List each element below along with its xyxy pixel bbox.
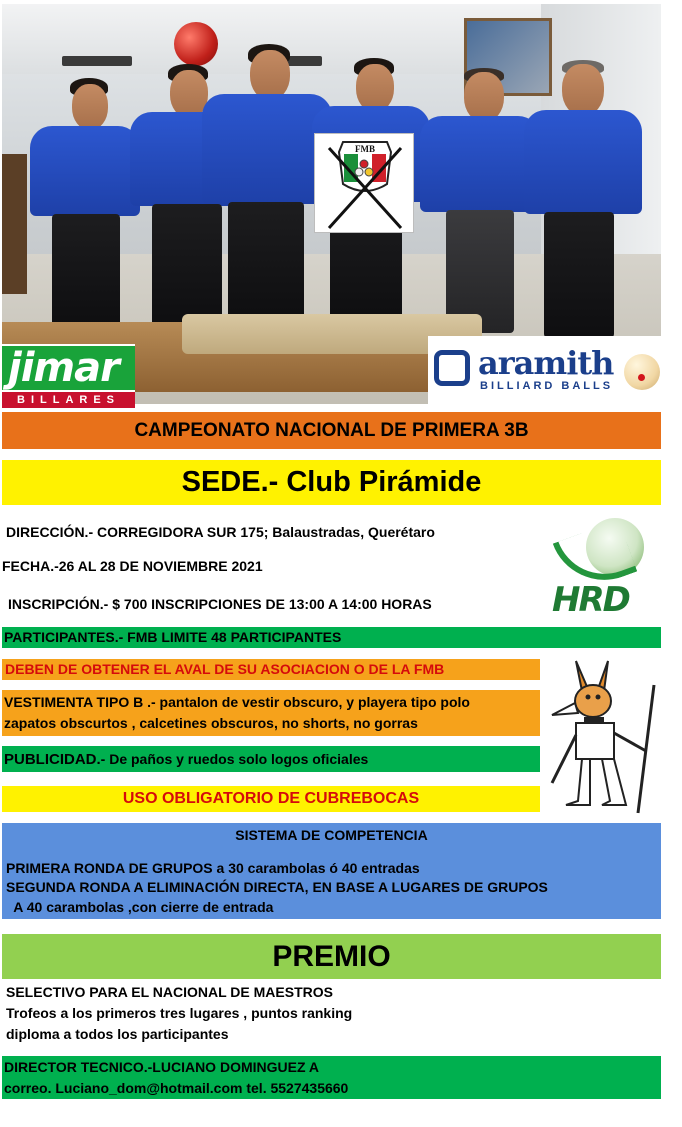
dress-code-line: VESTIMENTA TIPO B .- pantalon de vestir obscuro, y playera tipo polo: [4, 694, 470, 710]
jimar-logo: [2, 344, 135, 410]
advertising-label: PUBLICIDAD.: [4, 751, 101, 768]
hrd-logo: [552, 510, 662, 620]
dress-code-line: zapatos obscurtos , calcetines obscuros, no shorts, no gorras: [4, 715, 418, 731]
fox-mascot-illustration: [546, 655, 662, 815]
competition-line: PRIMERA RONDA DE GRUPOS a 30 carambolas ó 40 entradas: [6, 860, 420, 876]
prize-line: SELECTIVO PARA EL NACIONAL DE MAESTROS: [6, 984, 333, 1000]
aramith-logo: [428, 336, 665, 404]
tournament-title: CAMPEONATO NACIONAL DE PRIMERA 3B: [2, 412, 661, 449]
player: [30, 76, 140, 326]
address-text: DIRECCIÓN.- CORREGIDORA SUR 175; Balaustradas, Querétaro: [6, 524, 435, 540]
billiard-table-edge: [2, 154, 27, 294]
aramith-mark-icon: [434, 350, 470, 386]
jimar-logo-name: jimar: [2, 346, 135, 390]
prize-line: Trofeos a los primeros tres lugares , puntos ranking: [6, 1005, 353, 1021]
player: [524, 60, 644, 338]
director-contact: correo. Luciano_dom@hotmail.com tel. 5527435660: [4, 1080, 349, 1096]
participants-bar: PARTICIPANTES.- FMB LIMITE 48 PARTICIPANTES: [2, 627, 661, 648]
venue-title: SEDE.- Club Pirámide: [2, 460, 661, 505]
competition-system-block: [2, 823, 661, 919]
advertising-text: - De paños y ruedos solo logos oficiales: [100, 751, 369, 767]
aramith-logo-tag: BILLIARD BALLS: [480, 380, 614, 392]
prize-title: PREMIO: [2, 934, 661, 979]
player: [420, 68, 540, 333]
date-text: FECHA.-26 AL 28 DE NOVIEMBRE 2021: [2, 558, 263, 574]
prize-line: diploma a todos los participantes: [6, 1026, 229, 1042]
ceiling-lamp: [62, 56, 132, 66]
fmb-logo: [314, 133, 414, 233]
mask-notice: USO OBLIGATORIO DE CUBREBOCAS: [2, 786, 540, 812]
hrd-logo-name: HRD: [552, 580, 629, 620]
fmb-logo-text: FMB: [355, 144, 375, 154]
director-name: DIRECTOR TECNICO.-LUCIANO DOMINGUEZ A: [4, 1059, 319, 1075]
advertising-bar: [2, 746, 540, 772]
technical-director-block: [2, 1056, 661, 1099]
jimar-logo-tag: BILLARES: [2, 392, 135, 408]
competition-line: SEGUNDA RONDA A ELIMINACIÓN DIRECTA, EN BASE A LUGARES DE GRUPOS: [6, 879, 548, 895]
competition-line: A 40 carambolas ,con cierre de entrada: [6, 899, 274, 915]
endorsement-notice: DEBEN DE OBTENER EL AVAL DE SU ASOCIACION O DE LA FMB: [2, 659, 540, 680]
billiard-ball-icon: [624, 354, 660, 390]
registration-text: INSCRIPCIÓN.- $ 700 INSCRIPCIONES DE 13:00 A 14:00 HORAS: [8, 596, 432, 612]
competition-title: SISTEMA DE COMPETENCIA: [235, 827, 428, 843]
aramith-logo-name: aramith: [478, 344, 614, 382]
dress-code-block: [2, 690, 540, 736]
